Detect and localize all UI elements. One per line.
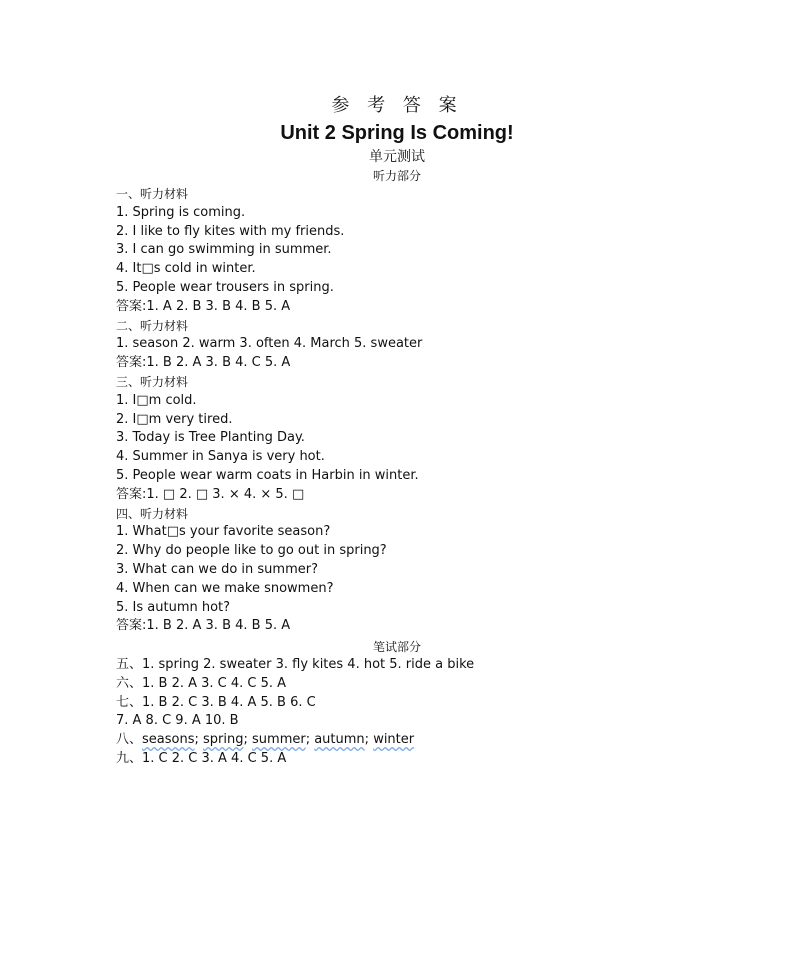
part4-line-2: 2. Why do people like to go out in spring? [116,543,387,559]
line8-word-winter: winter [373,732,415,748]
line8-prefix: 八、 [116,732,143,748]
line8-separator: ; [305,732,315,748]
part1-line-2: 2. I like to fly kites with my friends. [116,223,345,239]
part3-answer: 答案:1. □ 2. □ 3. × 4. × 5. □ [116,486,305,502]
listening-section [116,185,676,636]
part4-heading: 四、听力材料 [116,506,189,521]
part4-line-4: 4. When can we make snowmen? [116,580,334,596]
written-line-8 [116,731,676,750]
part3-line-4: 4. Summer in Sanya is very hot. [116,449,325,465]
part1-line-5: 5. People wear trousers in spring. [116,279,334,295]
part2-heading: 二、听力材料 [116,318,189,333]
written-line-6: 六、1. B 2. A 3. C 4. C 5. A [116,675,287,691]
part3-line-3: 3. Today is Tree Planting Day. [116,430,305,446]
line8-word-autumn: autumn [314,732,365,748]
unit-title: Unit 2 Spring Is Coming! [280,122,514,144]
unit-test-subtitle: 单元测试 [369,149,425,165]
written-section [116,656,676,769]
part2-line-1: 1. season 2. warm 3. often 4. March 5. sweater [116,336,423,352]
part3-heading: 三、听力材料 [116,374,189,389]
written-line-9: 九、1. C 2. C 3. A 4. C 5. A [116,750,287,766]
line8-separator: ; [194,732,204,748]
part3-line-2: 2. I□m very tired. [116,411,233,427]
part1-line-3: 3. I can go swimming in summer. [116,242,332,258]
part3-line-1: 1. I□m cold. [116,392,197,408]
line8-separator: ; [243,732,253,748]
written-line-7a: 七、1. B 2. C 3. B 4. A 5. B 6. C [116,694,316,710]
document-title: 参 考 答 案 [331,95,463,116]
written-section-title: 笔试部分 [372,640,421,654]
part4-line-3: 3. What can we do in summer? [116,561,318,577]
written-line-5: 五、1. spring 2. sweater 3. fly kites 4. hot 5. ride a bike [116,657,475,672]
part2-answer: 答案:1. B 2. A 3. B 4. C 5. A [116,355,291,371]
part1-line-1: 1. Spring is coming. [116,204,246,220]
part1-line-4: 4. It□s cold in winter. [116,261,256,277]
part1-answer: 答案:1. A 2. B 3. B 4. B 5. A [116,298,291,314]
listening-section-title: 听力部分 [372,169,421,183]
written-line-7b: 7. A 8. C 9. A 10. B [116,713,239,729]
line8-word-summer: summer [252,732,306,748]
line8-word-seasons: seasons [142,732,195,748]
part1-heading: 一、听力材料 [116,187,189,201]
part4-line-1: 1. What□s your favorite season? [116,524,331,540]
line8-word-spring: spring [203,732,244,748]
part4-answer: 答案:1. B 2. A 3. B 4. B 5. A [116,618,291,634]
line8-separator: ; [364,732,374,748]
part3-line-5: 5. People wear warm coats in Harbin in winter. [116,467,419,483]
part4-line-5: 5. Is autumn hot? [116,599,231,615]
